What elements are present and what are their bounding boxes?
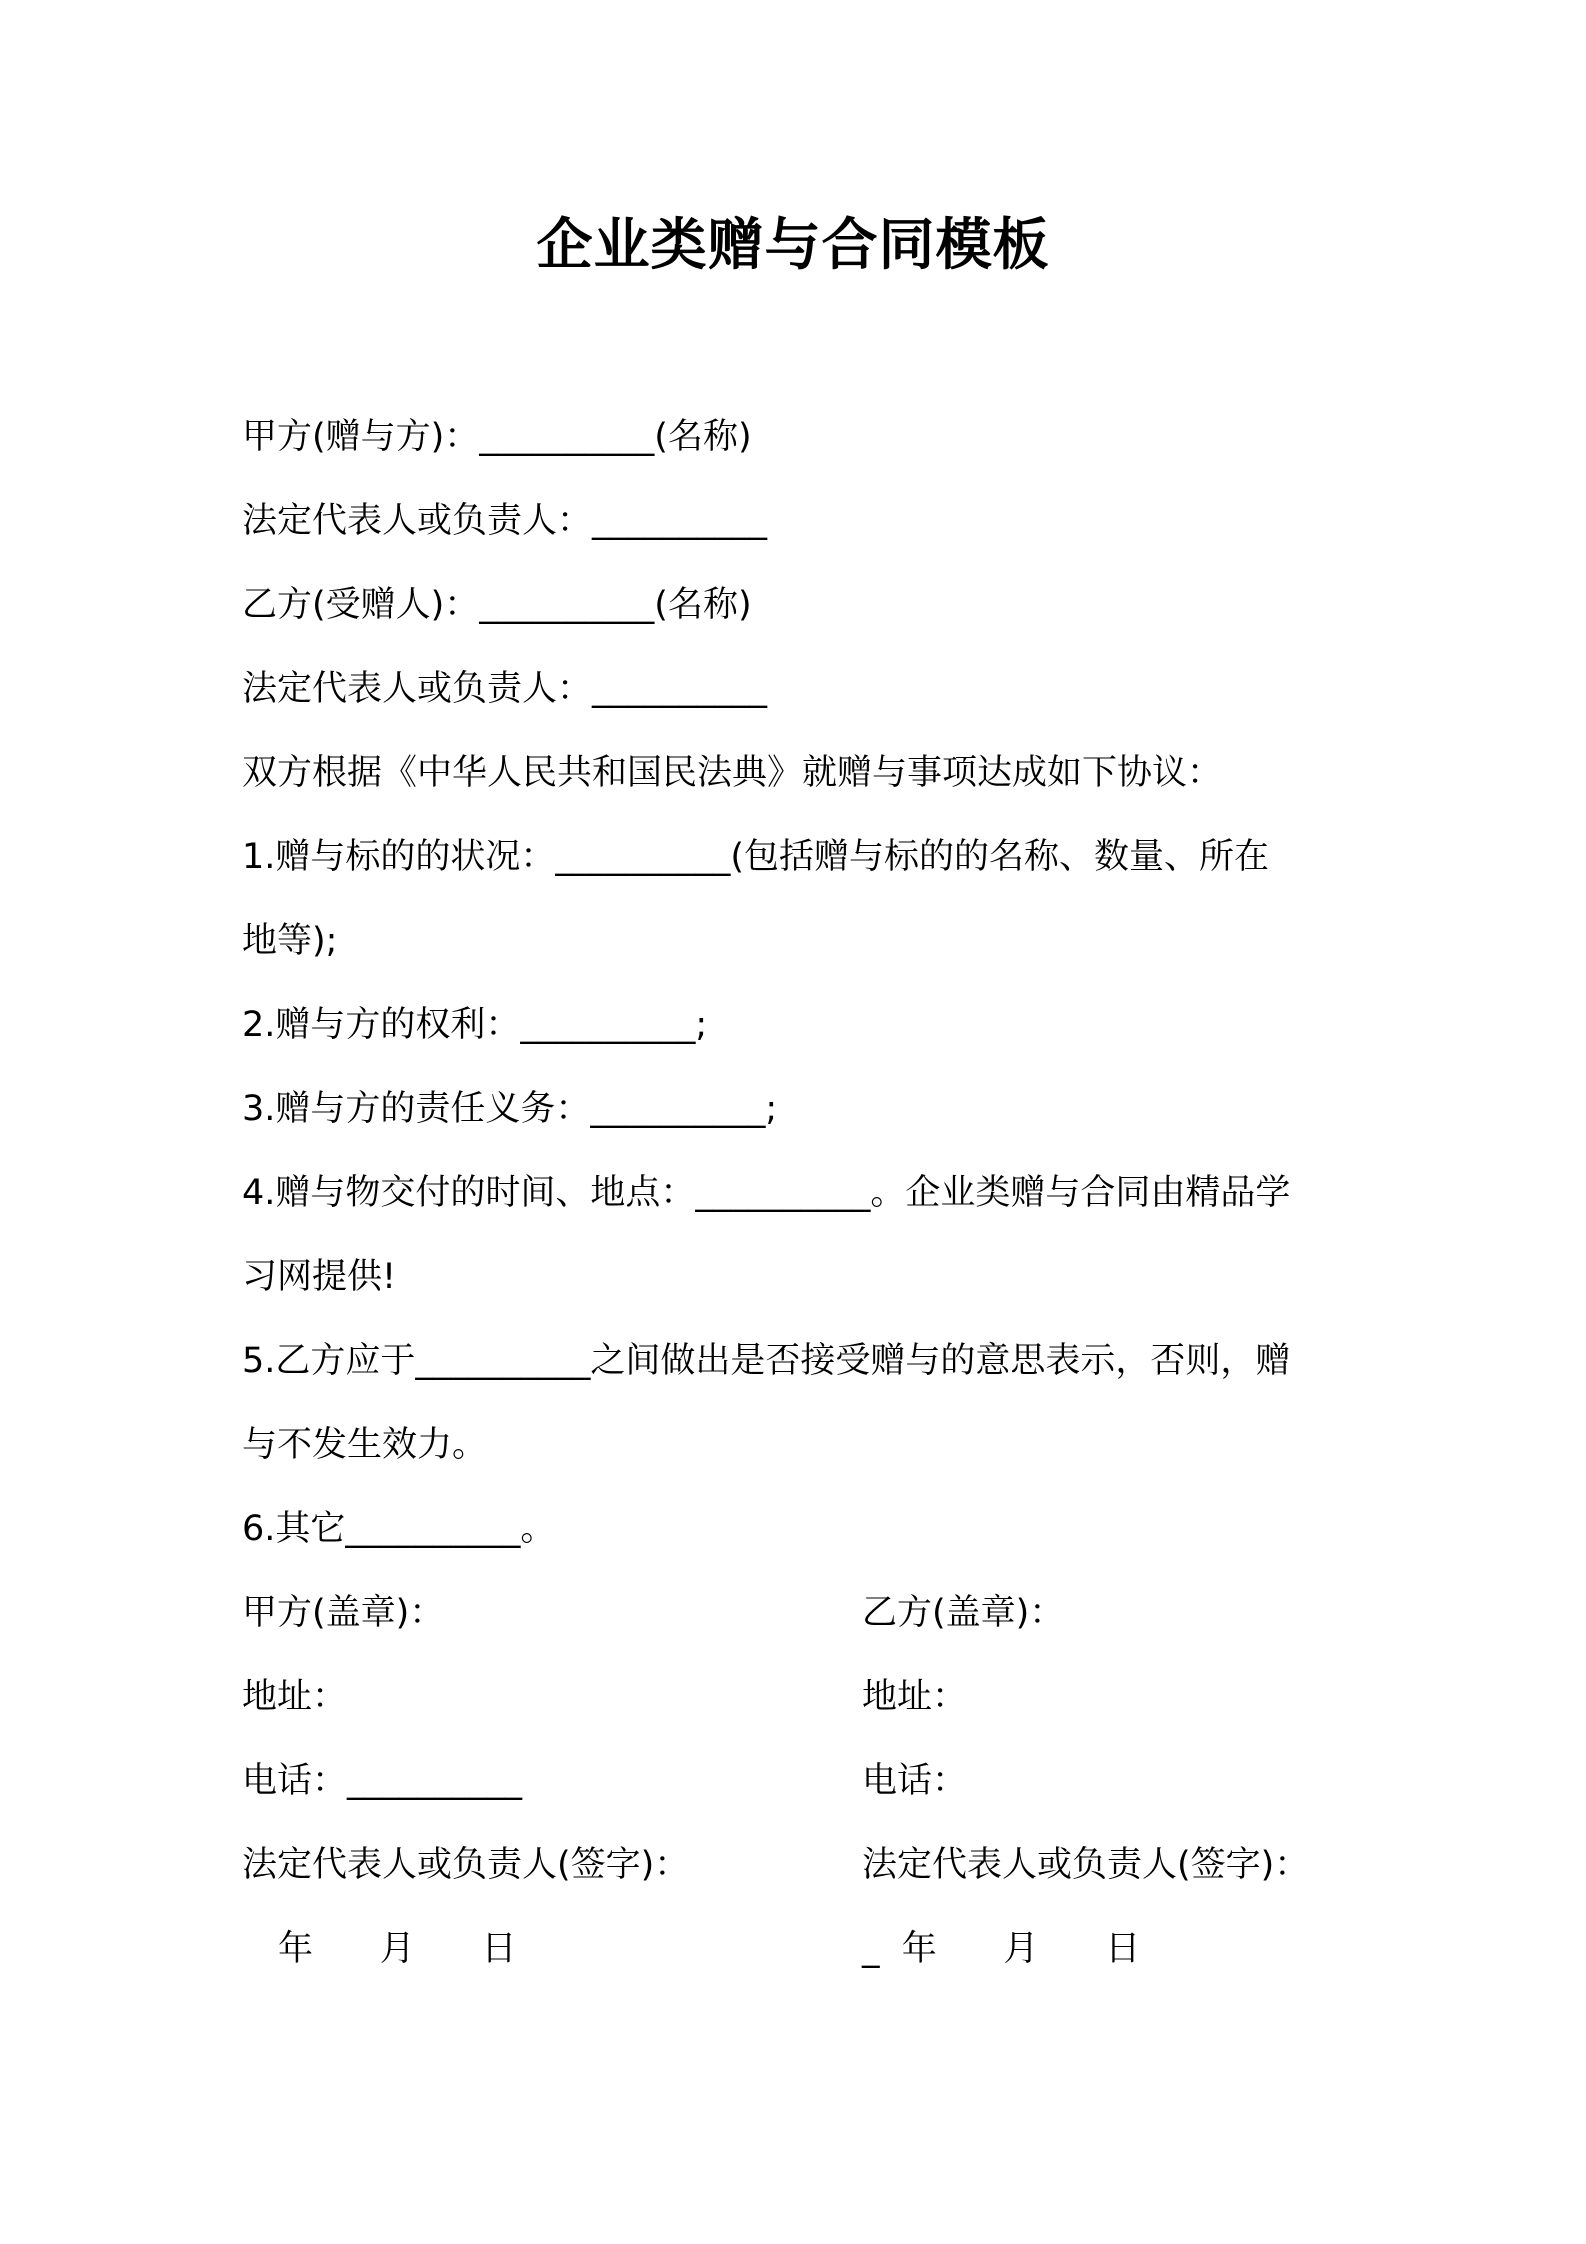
- party-b-phone-label: 电话：: [862, 1761, 968, 1801]
- phone-row: [242, 1739, 1362, 1823]
- clause-5-line-1: 5.乙方应于__________之间做出是否接受赠与的意思表示，否则，赠: [242, 1341, 1291, 1381]
- party-b-date: _ 年 月 日: [862, 1929, 1141, 1969]
- clause-4-line-2: 习网提供!: [242, 1257, 397, 1297]
- party-a-seal-label: 甲方(盖章)：: [242, 1593, 445, 1633]
- party-b-line: 乙方(受赠人)：__________(名称): [242, 585, 752, 625]
- agreement-intro: 双方根据《中华人民共和国民法典》就赠与事项达成如下协议：: [242, 753, 1223, 793]
- clause-1-line-2: 地等);: [242, 921, 338, 961]
- party-b-seal-label: 乙方(盖章)：: [862, 1593, 1065, 1633]
- party-a-representative-line: 法定代表人或负责人：__________: [242, 501, 768, 541]
- clause-3: 3.赠与方的责任义务：__________;: [242, 1089, 778, 1129]
- clause-1-line-1: 1.赠与标的的状况：__________(包括赠与标的的名称、数量、所在: [242, 837, 1270, 877]
- date-row: [242, 1907, 1362, 1991]
- clause-5-line-2: 与不发生效力。: [242, 1425, 488, 1465]
- party-b-rep-signature-label: 法定代表人或负责人(签字)：: [862, 1845, 1310, 1885]
- party-a-date: 年 月 日: [278, 1929, 517, 1969]
- clause-4-line-1: 4.赠与物交付的时间、地点：__________。企业类赠与合同由精品学: [242, 1173, 1291, 1213]
- clause-2: 2.赠与方的权利：__________;: [242, 1005, 708, 1045]
- party-b-representative-line: 法定代表人或负责人：__________: [242, 669, 768, 709]
- representative-signature-row: [242, 1823, 1362, 1907]
- clause-6: 6.其它__________。: [242, 1509, 556, 1549]
- party-a-line: 甲方(赠与方)：__________(名称): [242, 417, 752, 457]
- signature-block: [242, 1571, 1362, 1991]
- document-title: 企业类赠与合同模板: [536, 213, 1050, 278]
- party-b-address-label: 地址：: [862, 1677, 968, 1717]
- party-a-phone-label: 电话：__________: [242, 1761, 523, 1801]
- contract-body: [242, 395, 1362, 1571]
- party-a-rep-signature-label: 法定代表人或负责人(签字)：: [242, 1845, 690, 1885]
- party-a-address-label: 地址：: [242, 1677, 348, 1717]
- address-row: [242, 1655, 1362, 1739]
- seal-row: [242, 1571, 1362, 1655]
